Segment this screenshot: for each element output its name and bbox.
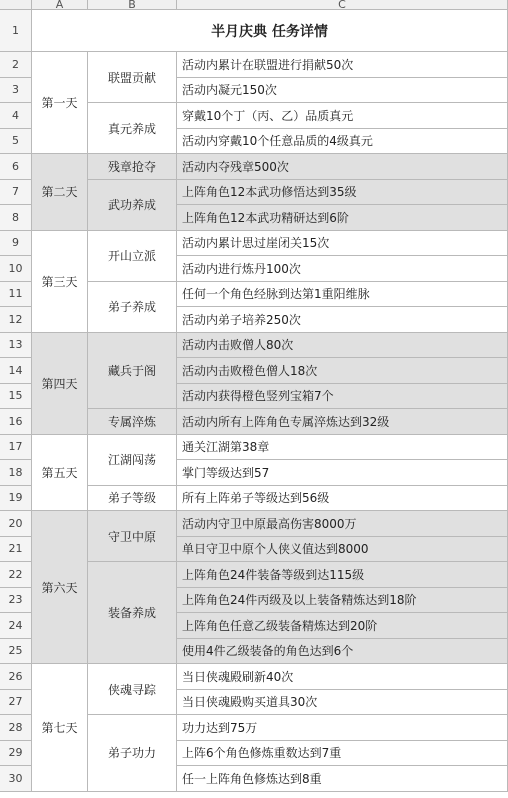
task-cell[interactable]: 活动内累计在联盟进行捐献50次 [177, 52, 508, 78]
row-header-22[interactable]: 22 [0, 562, 32, 588]
row-header-24[interactable]: 24 [0, 613, 32, 639]
column-header-a[interactable]: A [32, 0, 88, 10]
task-cell[interactable]: 单日守卫中原个人侠义值达到8000 [177, 537, 508, 563]
row-header-7[interactable]: 7 [0, 180, 32, 206]
task-cell[interactable]: 活动内所有上阵角色专属淬炼达到32级 [177, 409, 508, 435]
row-header-14[interactable]: 14 [0, 358, 32, 384]
task-cell[interactable]: 活动内穿戴10个任意品质的4级真元 [177, 129, 508, 155]
category-cell[interactable]: 江湖闯荡 [88, 435, 177, 486]
category-cell[interactable]: 弟子等级 [88, 486, 177, 512]
category-cell[interactable]: 武功养成 [88, 180, 177, 231]
row-header-30[interactable]: 30 [0, 766, 32, 792]
row-header-13[interactable]: 13 [0, 333, 32, 359]
row-header-1[interactable]: 1 [0, 10, 32, 52]
day-cell[interactable]: 第三天 [32, 231, 88, 333]
category-cell[interactable]: 弟子养成 [88, 282, 177, 333]
category-cell[interactable]: 装备养成 [88, 562, 177, 664]
row-header-29[interactable]: 29 [0, 741, 32, 767]
row-header-11[interactable]: 11 [0, 282, 32, 308]
task-cell[interactable]: 上阵角色24件丙级及以上装备精炼达到18阶 [177, 588, 508, 614]
task-cell[interactable]: 上阵角色24件装备等级到达115级 [177, 562, 508, 588]
task-cell[interactable]: 当日侠魂殿购买道具30次 [177, 690, 508, 716]
task-cell[interactable]: 穿戴10个丁（丙、乙）品质真元 [177, 103, 508, 129]
row-header-23[interactable]: 23 [0, 588, 32, 614]
task-cell[interactable]: 掌门等级达到57 [177, 460, 508, 486]
task-cell[interactable]: 活动内击败僧人80次 [177, 333, 508, 359]
row-header-15[interactable]: 15 [0, 384, 32, 410]
row-header-18[interactable]: 18 [0, 460, 32, 486]
day-cell[interactable]: 第一天 [32, 52, 88, 154]
row-header-5[interactable]: 5 [0, 129, 32, 155]
row-header-9[interactable]: 9 [0, 231, 32, 257]
task-cell[interactable]: 上阵角色任意乙级装备精炼达到20阶 [177, 613, 508, 639]
column-header-b[interactable]: B [88, 0, 177, 10]
task-cell[interactable]: 上阵角色12本武功修悟达到35级 [177, 180, 508, 206]
task-cell[interactable]: 活动内击败橙色僧人18次 [177, 358, 508, 384]
sheet-title[interactable]: 半月庆典 任务详情 [32, 10, 508, 52]
category-cell[interactable]: 残章抢夺 [88, 154, 177, 180]
task-cell[interactable]: 活动内弟子培养250次 [177, 307, 508, 333]
row-header-16[interactable]: 16 [0, 409, 32, 435]
category-cell[interactable]: 专属淬炼 [88, 409, 177, 435]
task-cell[interactable]: 当日侠魂殿刷新40次 [177, 664, 508, 690]
row-header-10[interactable]: 10 [0, 256, 32, 282]
row-header-17[interactable]: 17 [0, 435, 32, 461]
row-header-28[interactable]: 28 [0, 715, 32, 741]
row-header-20[interactable]: 20 [0, 511, 32, 537]
row-header-2[interactable]: 2 [0, 52, 32, 78]
day-cell[interactable]: 第七天 [32, 664, 88, 792]
category-cell[interactable]: 真元养成 [88, 103, 177, 154]
row-header-25[interactable]: 25 [0, 639, 32, 665]
task-cell[interactable]: 功力达到75万 [177, 715, 508, 741]
task-cell[interactable]: 活动内夺残章500次 [177, 154, 508, 180]
task-cell[interactable]: 任一上阵角色修炼达到8重 [177, 766, 508, 792]
task-cell[interactable]: 活动内凝元150次 [177, 78, 508, 104]
task-cell[interactable]: 使用4件乙级装备的角色达到6个 [177, 639, 508, 665]
row-header-21[interactable]: 21 [0, 537, 32, 563]
row-header-6[interactable]: 6 [0, 154, 32, 180]
task-cell[interactable]: 上阵角色12本武功精研达到6阶 [177, 205, 508, 231]
task-cell[interactable]: 活动内累计思过崖闭关15次 [177, 231, 508, 257]
category-cell[interactable]: 弟子功力 [88, 715, 177, 792]
row-header-12[interactable]: 12 [0, 307, 32, 333]
select-all-corner[interactable] [0, 0, 32, 10]
task-cell[interactable]: 上阵6个角色修炼重数达到7重 [177, 741, 508, 767]
row-header-27[interactable]: 27 [0, 690, 32, 716]
category-cell[interactable]: 藏兵于阁 [88, 333, 177, 410]
task-cell[interactable]: 活动内进行炼丹100次 [177, 256, 508, 282]
row-header-8[interactable]: 8 [0, 205, 32, 231]
row-header-26[interactable]: 26 [0, 664, 32, 690]
task-cell[interactable]: 通关江湖第38章 [177, 435, 508, 461]
category-cell[interactable]: 守卫中原 [88, 511, 177, 562]
task-cell[interactable]: 活动内获得橙色竖列宝箱7个 [177, 384, 508, 410]
task-cell[interactable]: 所有上阵弟子等级达到56级 [177, 486, 508, 512]
day-cell[interactable]: 第四天 [32, 333, 88, 435]
task-cell[interactable]: 活动内守卫中原最高伤害8000万 [177, 511, 508, 537]
row-header-4[interactable]: 4 [0, 103, 32, 129]
day-cell[interactable]: 第五天 [32, 435, 88, 512]
category-cell[interactable]: 联盟贡献 [88, 52, 177, 103]
category-cell[interactable]: 开山立派 [88, 231, 177, 282]
day-cell[interactable]: 第六天 [32, 511, 88, 664]
day-cell[interactable]: 第二天 [32, 154, 88, 231]
category-cell[interactable]: 侠魂寻踪 [88, 664, 177, 715]
column-header-c[interactable]: C [177, 0, 508, 10]
row-header-3[interactable]: 3 [0, 78, 32, 104]
row-header-19[interactable]: 19 [0, 486, 32, 512]
task-cell[interactable]: 任何一个角色经脉到达第1重阳维脉 [177, 282, 508, 308]
